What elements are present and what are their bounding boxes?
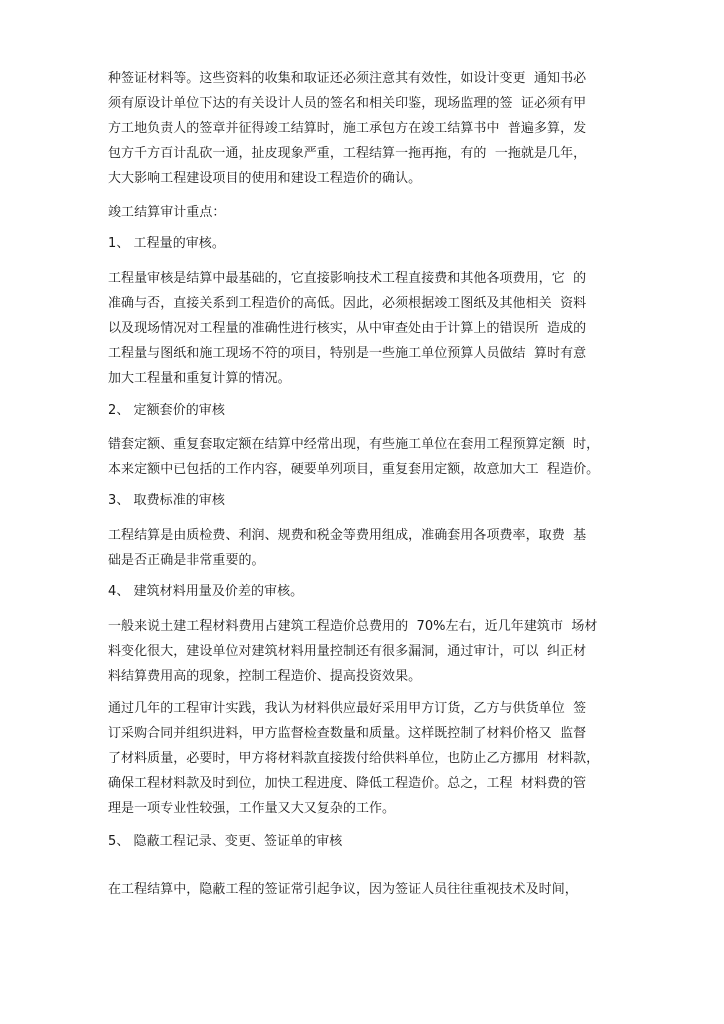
- section-5-paragraph: 在工程结算中，隐蔽工程的签证常引起争议，因为签证人员往往重视技术及时间，: [108, 882, 578, 897]
- section-4-paragraph-2: 通过几年的工程审计实践，我认为材料供应最好采用甲方订货，乙方与供货单位 签 订采购合同并组织进料，甲方监督检查数量和质量。这样既控制了材料价格又 监督 了材料质量，必要时，甲方将材料款直接拨付给供料单位，也防止乙方挪用 材料款， 确保工程材料款及时到位，加快工程进度、降低工程造价。总之，工程 材料费的管 理是一项专业性较强，工作量又大又复杂的工作。: [108, 701, 600, 816]
- section-2-paragraph: 错套定额、重复套取定额在结算中经常出现，有些施工单位在套用工程预算定额 时， 本来定额中已包括的工作内容，硬要单列项目，重复套用定额，故意加大工 程造价。: [108, 437, 600, 477]
- section-2-heading: 2、 定额套价的审核: [108, 403, 225, 418]
- section-4-heading: 4、 建筑材料用量及价差的审核。: [108, 584, 304, 599]
- section-5-heading: 5、 隐蔽工程记录、变更、签证单的审核: [108, 834, 343, 849]
- section-1-heading: 1、 工程量的审核。: [108, 236, 225, 251]
- section-4-paragraph-1: 一般来说土建工程材料费用占建筑工程造价总费用的 70%左右，近几年建筑市 场材 料变化很大，建设单位对建筑材料用量控制还有很多漏洞，通过审计，可以 纠正材 料结算费用高的现象，控制工程造价、提高投资效果。: [108, 619, 598, 684]
- section-3-paragraph: 工程结算是由质检费、利润、规费和税金等费用组成，准确套用各项费率，取费 基 础是否正确是非常重要的。: [108, 528, 587, 568]
- section-3-heading: 3、 取费标准的审核: [108, 493, 225, 508]
- intro-paragraph: 种签证材料等。这些资料的收集和取证还必须注意其有效性，如设计变更 通知书必 须有原设计单位下达的有关设计人员的签名和相关印鉴，现场监理的签 证必须有甲 方工地负责人的签章并征得竣工结算时，施工承包方在竣工结算书中 普遍多算，发 包方千方百计乱砍一通，扯皮现象严重，工程结算一拖再拖，有的 一拖就是几年， 大大影响工程建设项目的使用和建设工程造价的确认。: [108, 71, 587, 186]
- key-points-heading: 竣工结算审计重点：: [108, 205, 226, 220]
- section-1-paragraph: 工程量审核是结算中最基础的，它直接影响技术工程直接费和其他各项费用，它 的 准确与否，直接关系到工程造价的高低。因此，必须根据竣工图纸及其他相关 资料 以及现场情况对工程量的准确性进行核实，从中审查处由于计算上的错误所 造成的 工程量与图纸和施工现场不符的项目，特别是一些施工单位预算人员做结 算时有意 加大工程量和重复计算的情况。: [108, 271, 587, 386]
